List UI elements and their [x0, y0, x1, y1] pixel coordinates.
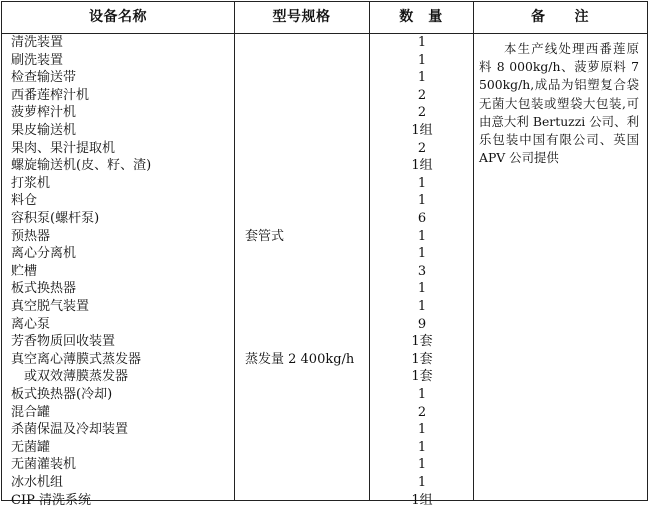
equipment-quantity: 2 [417, 140, 427, 156]
equipment-name: 检查输送带 [11, 70, 77, 86]
equipment-name: 料仓 [11, 193, 38, 209]
equipment-quantity: 2 [417, 404, 427, 420]
equipment-name: CIP 清洗系统 [11, 492, 91, 508]
equipment-name: 无菌罐 [11, 439, 51, 455]
equipment-quantity: 1 [417, 422, 427, 438]
equipment-name: 离心分离机 [11, 246, 77, 262]
equipment-name: 果皮输送机 [11, 123, 77, 138]
header-name: 设备名称 [89, 9, 147, 25]
equipment-quantity: 1 [417, 175, 427, 191]
table-row [2, 368, 647, 386]
table-row [2, 316, 647, 334]
table-row [2, 192, 647, 210]
table-row [2, 263, 647, 281]
equipment-name: 离心泵 [11, 316, 51, 332]
header-remark: 备 注 [531, 9, 589, 25]
equipment-quantity: 2 [417, 105, 427, 121]
equipment-quantity: 1套 [411, 369, 433, 385]
table-row [2, 351, 647, 369]
table-row [2, 245, 647, 263]
equipment-name: 真空离心薄膜式蒸发器 [11, 351, 142, 367]
equipment-quantity: 1 [417, 52, 427, 68]
equipment-name: 板式换热器(冷却) [11, 387, 113, 402]
table-row [2, 386, 647, 404]
equipment-quantity: 1 [417, 193, 427, 209]
equipment-name: 或双效薄膜蒸发器 [24, 369, 129, 385]
equipment-name: 预热器 [11, 228, 51, 244]
table-row [2, 404, 647, 422]
equipment-name: 芳香物质回收装置 [11, 334, 116, 350]
table-row [2, 439, 647, 457]
table-row [2, 210, 647, 228]
equipment-quantity: 1 [417, 70, 427, 86]
equipment-name: 清洗装置 [11, 35, 64, 50]
table-header [2, 2, 647, 34]
equipment-name: 真空脱气装置 [11, 299, 90, 314]
remark-text: 本生产线处理西番莲原料 8 000kg/h、菠萝原料 7 500kg/h,成品为铝塑复合袋无菌大包装或塑袋大包装,可由意大利 Bertuzzi 公司、利乐包装中国有限公司、英国 APV 公司提供 [479, 41, 639, 166]
equipment-quantity: 1 [417, 439, 427, 455]
equipment-quantity: 1 [417, 228, 427, 244]
equipment-name: 西番莲榨汁机 [11, 87, 90, 103]
equipment-quantity: 9 [417, 316, 427, 332]
table-row [2, 492, 647, 509]
equipment-quantity: 1 [417, 299, 427, 314]
equipment-name: 螺旋输送机(皮、籽、渣) [11, 158, 152, 174]
equipment-name: 菠萝榨汁机 [11, 105, 77, 121]
table-row [2, 298, 647, 316]
equipment-quantity: 1套 [411, 351, 433, 367]
header-spec: 型号规格 [272, 9, 331, 25]
equipment-quantity: 1套 [411, 334, 433, 350]
equipment-quantity: 1组 [411, 123, 433, 138]
table-row [2, 474, 647, 492]
equipment-name: 冰水机组 [11, 475, 64, 490]
equipment-table [1, 1, 648, 508]
table-row [2, 421, 647, 439]
equipment-name: 果肉、果汁提取机 [11, 140, 116, 156]
equipment-name: 容积泵(螺杆泵) [11, 211, 100, 226]
equipment-quantity: 3 [417, 263, 427, 279]
equipment-name: 杀菌保温及冷却装置 [11, 422, 129, 438]
equipment-quantity: 6 [417, 211, 427, 226]
equipment-quantity: 2 [417, 87, 427, 103]
equipment-quantity: 1 [417, 457, 427, 473]
equipment-quantity: 1 [417, 246, 427, 262]
equipment-quantity: 1组 [411, 158, 433, 174]
equipment-name: 刷洗装置 [11, 52, 64, 68]
header-quantity: 数 量 [399, 9, 443, 25]
equipment-name: 板式换热器 [11, 281, 77, 297]
equipment-name: 打浆机 [11, 175, 51, 191]
table-row [2, 456, 647, 474]
equipment-spec: 蒸发量 2 400kg/h [245, 351, 355, 367]
table-row [2, 333, 647, 351]
equipment-quantity: 1 [417, 281, 427, 297]
table-row [2, 175, 647, 193]
equipment-quantity: 1组 [411, 492, 433, 508]
equipment-name: 贮槽 [11, 263, 38, 279]
table-row [2, 280, 647, 298]
equipment-name: 混合罐 [11, 404, 51, 420]
equipment-quantity: 1 [417, 475, 427, 490]
table-row [2, 228, 647, 246]
equipment-quantity: 1 [417, 387, 427, 402]
equipment-quantity: 1 [417, 35, 427, 50]
equipment-spec: 套管式 [245, 228, 285, 244]
equipment-name: 无菌灌装机 [11, 457, 77, 473]
